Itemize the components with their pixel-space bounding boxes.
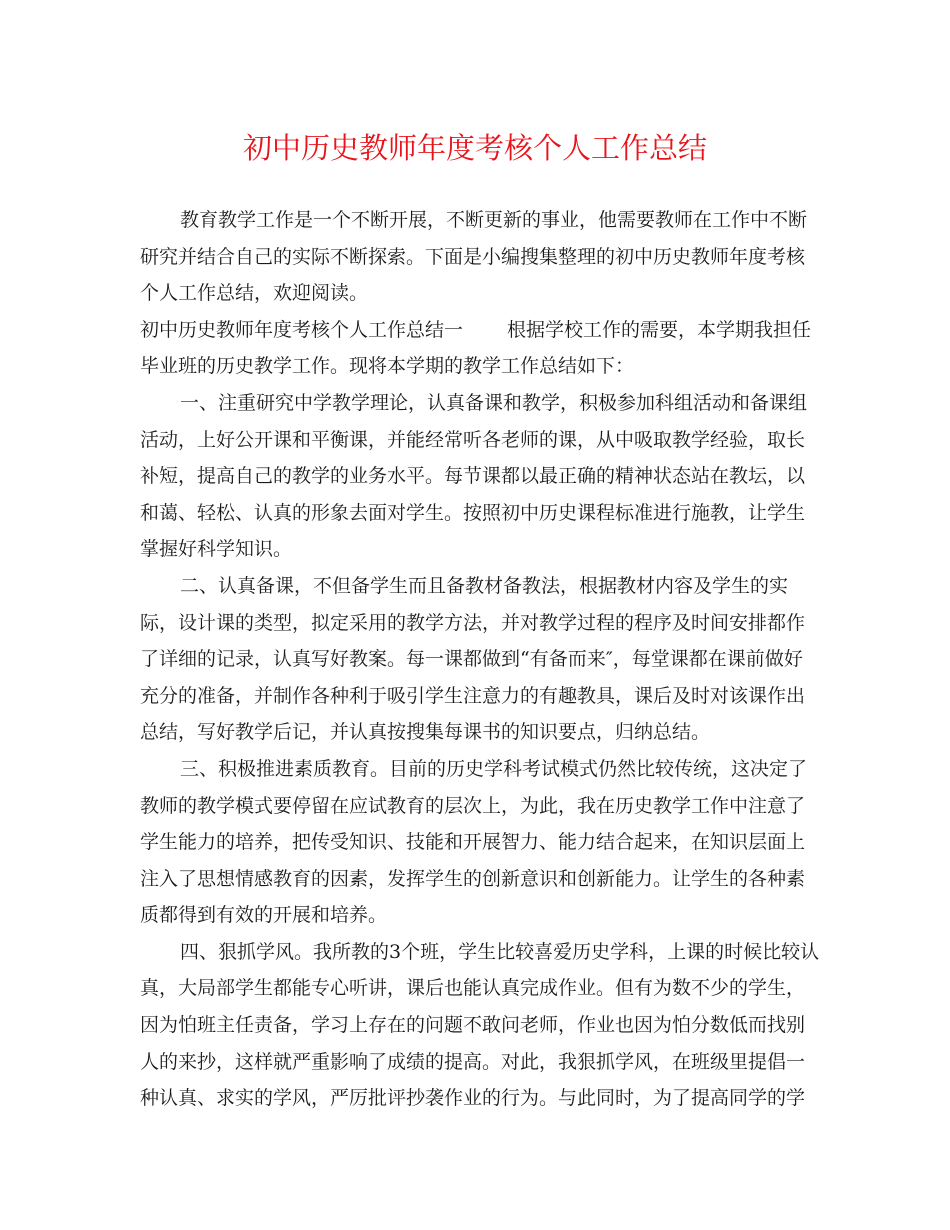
paragraph-line: 质都得到有效的开展和培养。 — [140, 904, 388, 927]
document-body — [140, 202, 820, 1117]
paragraph-line: 补短，提高自己的教学的业务水平。每节课都以最正确的精神状态站在教坛，以 — [140, 465, 806, 488]
paragraph-line: 人的来抄，这样就严重影响了成绩的提高。对此，我狠抓学风，在班级里提倡一 — [140, 1050, 806, 1073]
paragraph-line: 毕业班的历史教学工作。现将本学期的教学工作总结如下： — [140, 355, 635, 378]
paragraph-line: 真，大局部学生都能专心听讲，课后也能认真完成作业。但有为数不少的学生， — [140, 977, 806, 1000]
paragraph-line: 充分的准备，并制作各种利于吸引学生注意力的有趣教具，课后及时对该课作出 — [140, 684, 806, 707]
paragraph-line: 二、认真备课，不但备学生而且备教材备教法，根据教材内容及学生的实 — [180, 574, 789, 597]
paragraph-line: 教师的教学模式要停留在应试教育的层次上，为此，我在历史教学工作中注意了 — [140, 794, 806, 817]
paragraph-line: 一、注重研究中学教学理论，认真备课和教学，积极参加科组活动和备课组 — [180, 391, 808, 414]
paragraph-line: 个人工作总结，欢迎阅读。 — [140, 282, 369, 305]
paragraph-line: 了详细的记录，认真写好教案。每一课都做到“有备而来″，每堂课都在课前做好 — [140, 648, 803, 671]
paragraph-line: 因为怕班主任责备，学习上存在的问题不敢问老师，作业也因为怕分数低而找别 — [140, 1014, 806, 1037]
paragraph-line: 三、积极推进素质教育。目前的历史学科考试模式仍然比较传统，这决定了 — [180, 757, 808, 780]
paragraph-line: 际，设计课的类型，拟定采用的教学方法，并对教学过程的程序及时间安排都作 — [140, 611, 806, 634]
paragraph-line: 总结，写好教学后记，并认真按搜集每课书的知识要点，归纳总结。 — [140, 721, 711, 744]
paragraph-line: 研究并结合自己的实际不断探索。下面是小编搜集整理的初中历史教师年度考核 — [140, 245, 806, 268]
paragraph-line: 掌握好科学知识。 — [140, 538, 293, 561]
paragraph-line: 活动，上好公开课和平衡课，并能经常听各老师的课，从中吸取教学经验，取长 — [140, 428, 806, 451]
paragraph-line: 教育教学工作是一个不断开展，不断更新的事业，他需要教师在工作中不断 — [180, 209, 808, 231]
paragraph-line: 注入了思想情感教育的因素，发挥学生的创新意识和创新能力。让学生的各种素 — [140, 867, 806, 890]
paragraph-line: 初中历史教师年度考核个人工作总结一 根据学校工作的需要，本学期我担任 — [140, 318, 812, 341]
paragraph-line: 种认真、求实的学风，严厉批评抄袭作业的行为。与此同时，为了提高同学的学 — [140, 1087, 806, 1110]
paragraph-line: 四、狠抓学风。我所教的3个班，学生比较喜爱历史学科，上课的时候比较认 — [180, 940, 820, 963]
paragraph-line: 和蔼、轻松、认真的形象去面对学生。按照初中历史课程标准进行施教，让学生 — [140, 501, 806, 524]
paragraph-line: 学生能力的培养，把传受知识、技能和开展智力、能力结合起来，在知识层面上 — [140, 831, 806, 854]
document-title: 初中历史教师年度考核个人工作总结 — [242, 131, 707, 165]
